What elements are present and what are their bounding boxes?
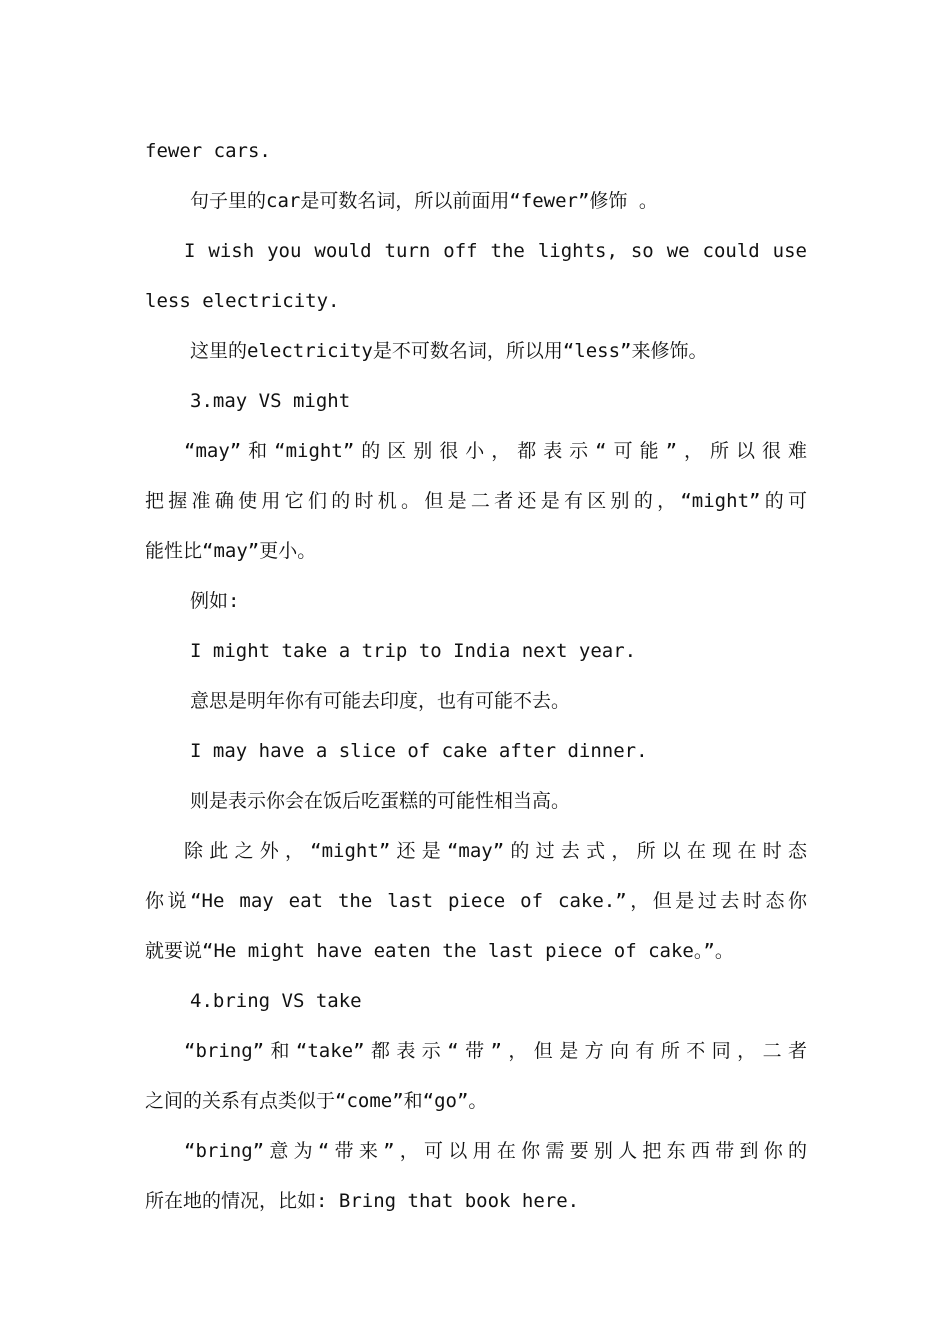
text-line-14: 则是表示你会在饭后吃蛋糕的可能性相当高。 — [190, 790, 571, 812]
text-line-5: 这里的electricity是不可数名词，所以用“less”来修饰。 — [190, 340, 708, 362]
text-line-15: 除此之外，“might”还是“may”的过去式，所以在现在时态 — [184, 840, 807, 862]
section-heading-may-might: 3.may VS might — [190, 390, 351, 412]
text-line-2: 句子里的car是可数名词，所以前面用“fewer”修饰 。 — [190, 190, 658, 212]
text-line-12: 意思是明年你有可能去印度，也有可能不去。 — [190, 690, 571, 712]
text-line-17: 就要说“He might have eaten the last piece of cake。”。 — [145, 940, 734, 962]
section-heading-bring-take: 4.bring VS take — [190, 990, 362, 1012]
text-line-4: less electricity. — [145, 290, 340, 312]
text-line-1: fewer cars. — [145, 140, 271, 162]
text-line-8: 把握准确使用它们的时机。但是二者还是有区别的，“might”的可 — [145, 490, 807, 512]
example-sentence-1: I might take a trip to India next year. — [190, 640, 637, 662]
text-line-10: 例如: — [190, 590, 240, 612]
text-line-16: 你说“He may eat the last piece of cake.”，但是过去时态你 — [145, 890, 807, 912]
text-line-7: “may”和“might”的区别很小，都表示“可能”，所以很难 — [184, 440, 807, 462]
example-sentence-2: I may have a slice of cake after dinner. — [190, 740, 648, 762]
text-line-19: “bring”和“take”都表示“带”，但是方向有所不同，二者 — [184, 1040, 807, 1062]
text-line-21: “bring”意为“带来”，可以用在你需要别人把东西带到你的 — [184, 1140, 807, 1162]
text-line-22: 所在地的情况，比如: Bring that book here. — [145, 1190, 580, 1212]
text-line-9: 能性比“may”更小。 — [145, 540, 317, 562]
text-line-20: 之间的关系有点类似于“come”和“go”。 — [145, 1090, 488, 1112]
text-line-3: I wish you would turn off the lights, so we could use — [184, 240, 807, 262]
